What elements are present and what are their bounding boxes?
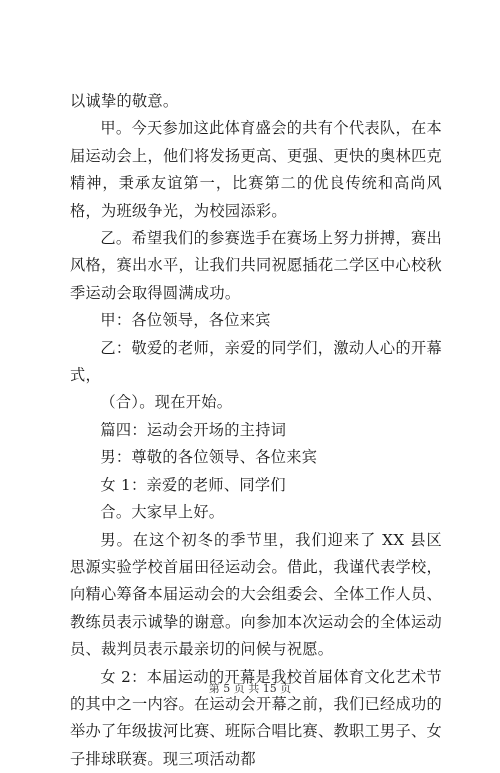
paragraph: 甲。今天参加这此体育盛会的共有个代表队，在本届运动会上，他们将发扬更高、更强、更快的奥林匹克精神，秉承友谊第一，比赛第二的优良传统和高尚风格，为班级争光，为校园添彩。 xyxy=(70,119,442,220)
paragraph: 甲：各位领导，各位来宾 xyxy=(100,311,271,330)
paragraph: 男：尊敬的各位领导、各位来宾 xyxy=(100,448,318,467)
paragraph: 女 2：本届运动的开幕是我校首届体育文化艺术节的其中之一内容。在运动会开幕之前，我们已经成功的举办了年级拔河比赛、班际合唱比赛、教职工男子、女子排球联赛。现三项活动都 xyxy=(70,667,442,768)
paragraph: 合。大家早上好。 xyxy=(100,503,225,522)
page-number-footer: 第 5 页 共 15 页 xyxy=(208,682,292,695)
paragraph: 以诚挚的敬意。 xyxy=(70,92,179,110)
paragraph: （合）。现在开始。 xyxy=(100,393,233,412)
paragraph: 乙。希望我们的参赛选手在赛场上努力拼搏，赛出风格，赛出水平，让我们共同祝愿插花二学区中心校秋季运动会取得圆满成功。 xyxy=(70,229,442,302)
document-body xyxy=(70,88,442,773)
paragraph: 乙：敬爱的老师，亲爱的同学们，激动人心的开幕式， xyxy=(70,338,442,385)
paragraph: 男。在这个初冬的季节里，我们迎来了 XX 县区思源实验学校首届田径运动会。借此，我谨代表学校，向精心筹备本届运动会的大会组委会、全体工作人员、教练员表示诚挚的谢意。向参加本次运动会的全体运动员、裁判员表示最亲切的问候与祝愿。 xyxy=(70,530,442,659)
section-heading: 篇四：运动会开场的主持词 xyxy=(100,420,287,439)
paragraph: 女 1：亲爱的老师、同学们 xyxy=(100,475,286,494)
